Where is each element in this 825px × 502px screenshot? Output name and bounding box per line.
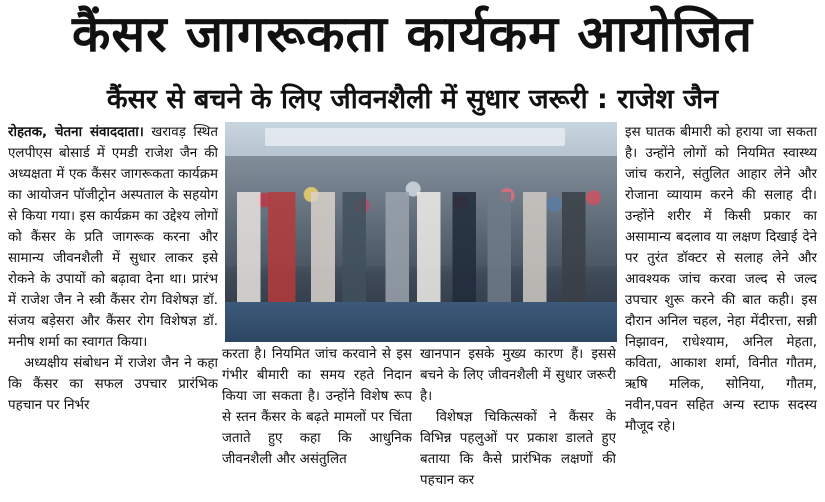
col1-paragraph-1: खरावड़ स्थित एलपीएस बोसार्ड में एमडी राजेश जैन की अध्यक्षता में एक कैंसर जागरूकता कार्यक्रम का आयोजन पॉजीट्रोन अस्पताल के सहयोग से किया गया। इस कार्यक्रम का उद्देश्य लोगों को कैंसर के प्रति जागरूक करना और सामान्य जीवनशैली में सुधार लाकर इसे रोकने के उपायों को बढ़ावा देना था। प्रारंभ में राजेश जैन ने स्त्री कैंसर रोग विशेषज्ञ डॉ. संजय बड़ेसरा और कैंसर रोग विशेषज्ञ डॉ. मनीष शर्मा का स्वागत किया।: [8, 125, 218, 350]
headline: कैंसर जागरूकता कार्यकम आयोजित: [71, 5, 754, 63]
event-photo: [225, 122, 617, 342]
col1-paragraph-2: अध्यक्षीय संबोधन में राजेश जैन ने कहा कि कैंसर का सफल उपचार प्रारंभिक पहचान पर निर्भर: [8, 356, 218, 413]
article-column-4: [625, 122, 817, 500]
article-column-1: [8, 122, 218, 500]
article-column-2: [222, 344, 412, 500]
photo-banner: [265, 128, 565, 146]
col3-paragraph-2: विशेषज्ञ चिकित्सकों ने कैंसर के विभिन्न पहलुओं पर प्रकाश डालते हुए बताया कि कैसे प्रारंभिक लक्षणों की पहचान कर: [420, 410, 616, 488]
article-column-3: [420, 344, 616, 500]
col3-paragraph-1: खानपान इसके मुख्य कारण हैं। इससे बचने के लिए जीवनशैली में सुधार जरूरी है।: [420, 347, 616, 404]
subheadline: कैंसर से बचने के लिए जीवनशैली में सुधार जरूरी : राजेश जैन: [106, 84, 719, 115]
col2-paragraph: करता है। नियमित जांच करवाने से इस गंभीर बीमारी का समय रहते निदान किया जा सकता है। उन्होंने विशेष रूप से स्तन कैंसर के बढ़ते मामलों पर चिंता जताते हुए कहा कि आधुनिक जीवनशैली और असंतुलित: [222, 347, 412, 467]
dateline: रोहतक, चेतना संवाददाता।: [8, 125, 144, 140]
photo-floor: [225, 302, 617, 342]
col4-paragraph: इस घातक बीमारी को हराया जा सकता है। उन्होंने लोगों को नियमित स्वास्थ्य जांच कराने, संतुलित आहार लेने और रोजाना व्यायाम करने की सलाह दी। उन्होंने शरीर में किसी प्रकार का असामान्य बदलाव या लक्षण दिखाई देने पर तुरंत डॉक्टर से सलाह लेने और आवश्यक जांच करवा जल्द से जल्द उपचार शुरू करने की बात कही। इस दौरान अनिल चहल, नेहा मेंदीरत्ता, सन्नी निझावन, राधेश्याम, अनिल मेहता, कविता, आकाश शर्मा, विनीत गौतम, ऋषि मलिक, सोनिया, गौतम, नवीन,पवन सहित अन्य स्टाफ सदस्य मौजूद रहे।: [625, 125, 817, 434]
